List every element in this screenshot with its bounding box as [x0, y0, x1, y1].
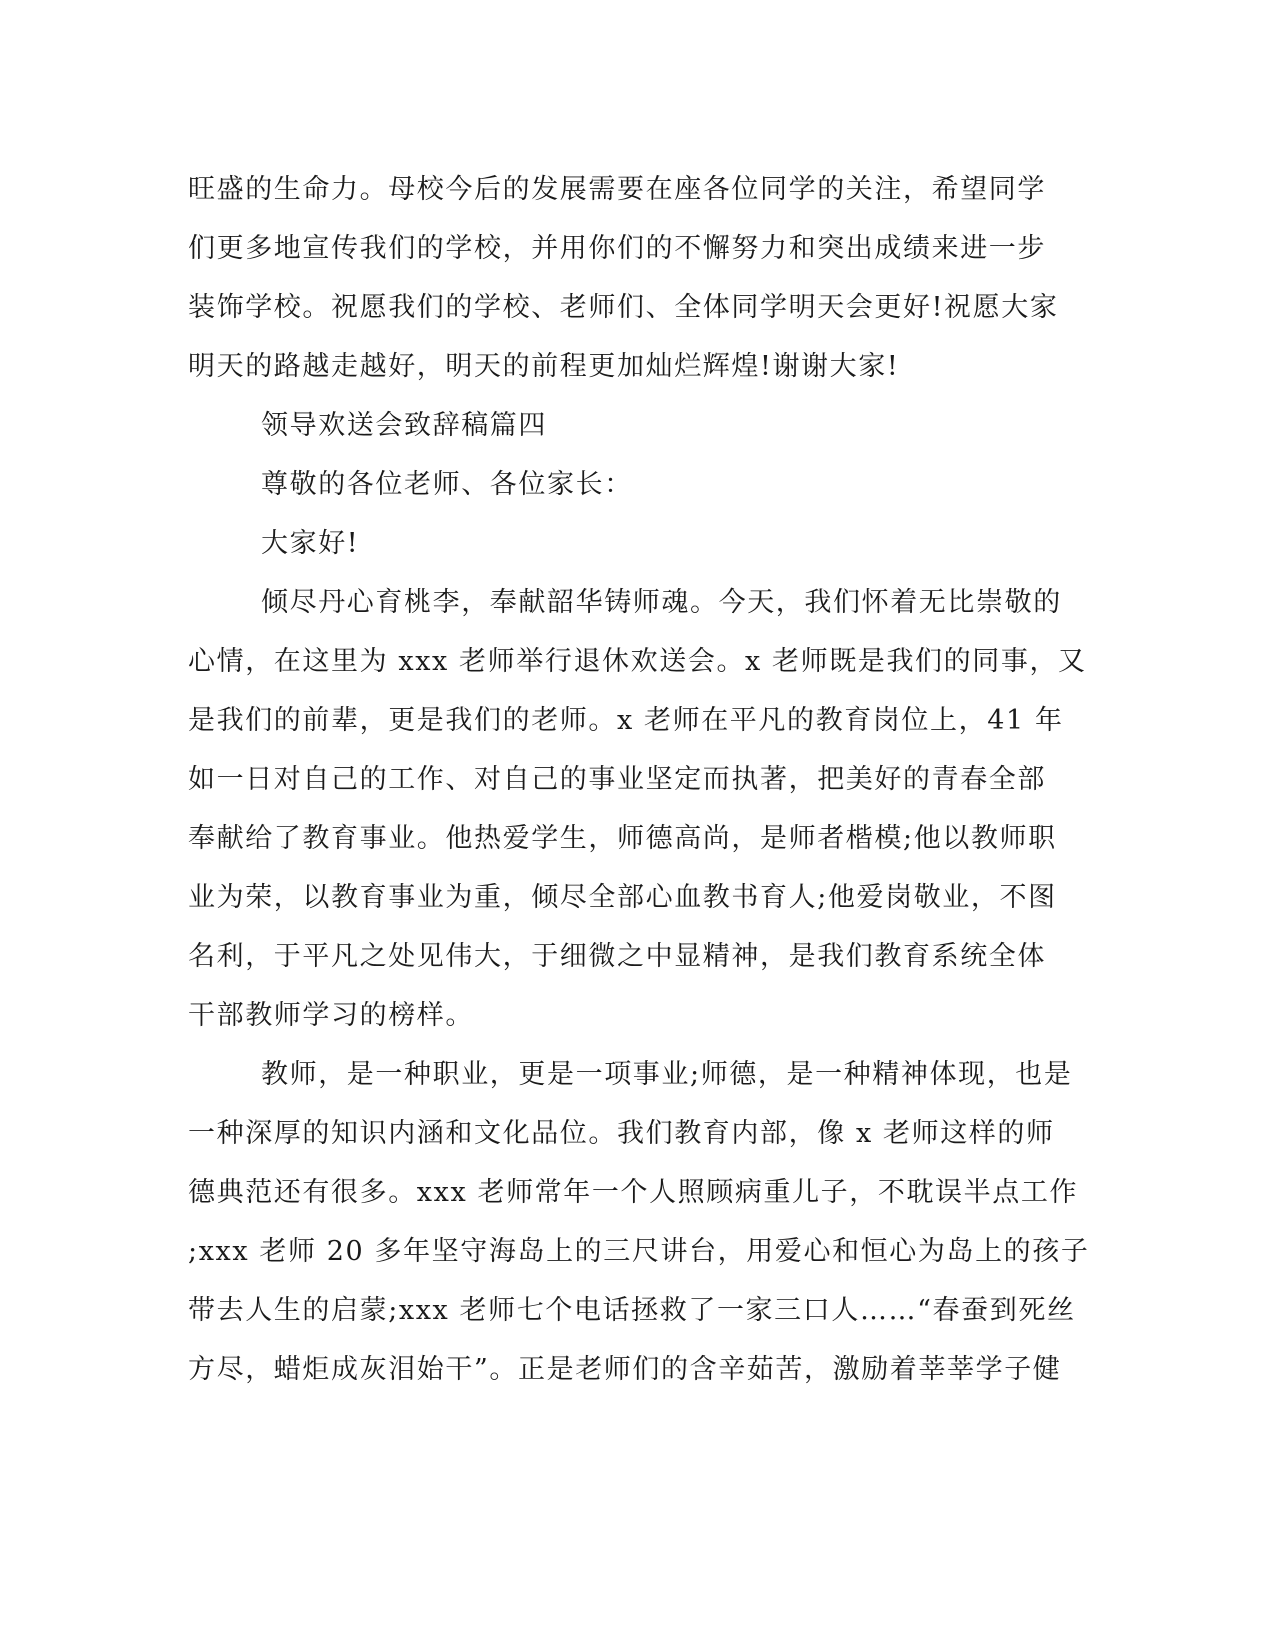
- text-line: 旺盛的生命力。母校今后的发展需要在座各位同学的关注，希望同学: [188, 174, 1046, 205]
- text-line: 干部教师学习的榜样。: [188, 1000, 474, 1031]
- text-line: ;xxx 老师 20 多年坚守海岛上的三尺讲台，用爱心和恒心为岛上的孩子: [188, 1236, 1090, 1267]
- text-line: 一种深厚的知识内涵和文化品位。我们教育内部，像 x 老师这样的师: [188, 1118, 1055, 1149]
- text-line: 教师，是一种职业，更是一项事业;师德，是一种精神体现，也是: [261, 1059, 1073, 1090]
- text-line: 业为荣，以教育事业为重，倾尽全部心血教书育人;他爱岗敬业，不图: [188, 882, 1057, 913]
- section-heading: 领导欢送会致辞稿篇四: [261, 410, 547, 441]
- text-line: 装饰学校。祝愿我们的学校、老师们、全体同学明天会更好!祝愿大家: [188, 292, 1059, 323]
- text-line: 如一日对自己的工作、对自己的事业坚定而执著，把美好的青春全部: [188, 764, 1046, 795]
- greeting: 大家好!: [261, 528, 360, 559]
- text-line: 名利，于平凡之处见伟大，于细微之中显精神，是我们教育系统全体: [188, 941, 1046, 972]
- text-line: 心情，在这里为 xxx 老师举行退休欢送会。x 老师既是我们的同事，又: [188, 646, 1087, 677]
- document-body: [188, 160, 1088, 1399]
- text-line: 明天的路越走越好，明天的前程更加灿烂辉煌!谢谢大家!: [188, 351, 900, 382]
- text-line: 是我们的前辈，更是我们的老师。x 老师在平凡的教育岗位上，41 年: [188, 705, 1064, 736]
- text-line: 们更多地宣传我们的学校，并用你们的不懈努力和突出成绩来进一步: [188, 233, 1046, 264]
- text-line: 德典范还有很多。xxx 老师常年一个人照顾病重儿子，不耽误半点工作: [188, 1177, 1079, 1208]
- text-line: 带去人生的启蒙;xxx 老师七个电话拯救了一家三口人……“春蚕到死丝: [188, 1295, 1076, 1326]
- text-line: 倾尽丹心育桃李，奉献韶华铸师魂。今天，我们怀着无比崇敬的: [261, 587, 1062, 618]
- text-line: 方尽，蜡炬成灰泪始干”。正是老师们的含辛茹苦，激励着莘莘学子健: [188, 1354, 1062, 1385]
- text-line: 奉献给了教育事业。他热爱学生，师德高尚，是师者楷模;他以教师职: [188, 823, 1057, 854]
- salutation: 尊敬的各位老师、各位家长：: [261, 469, 633, 500]
